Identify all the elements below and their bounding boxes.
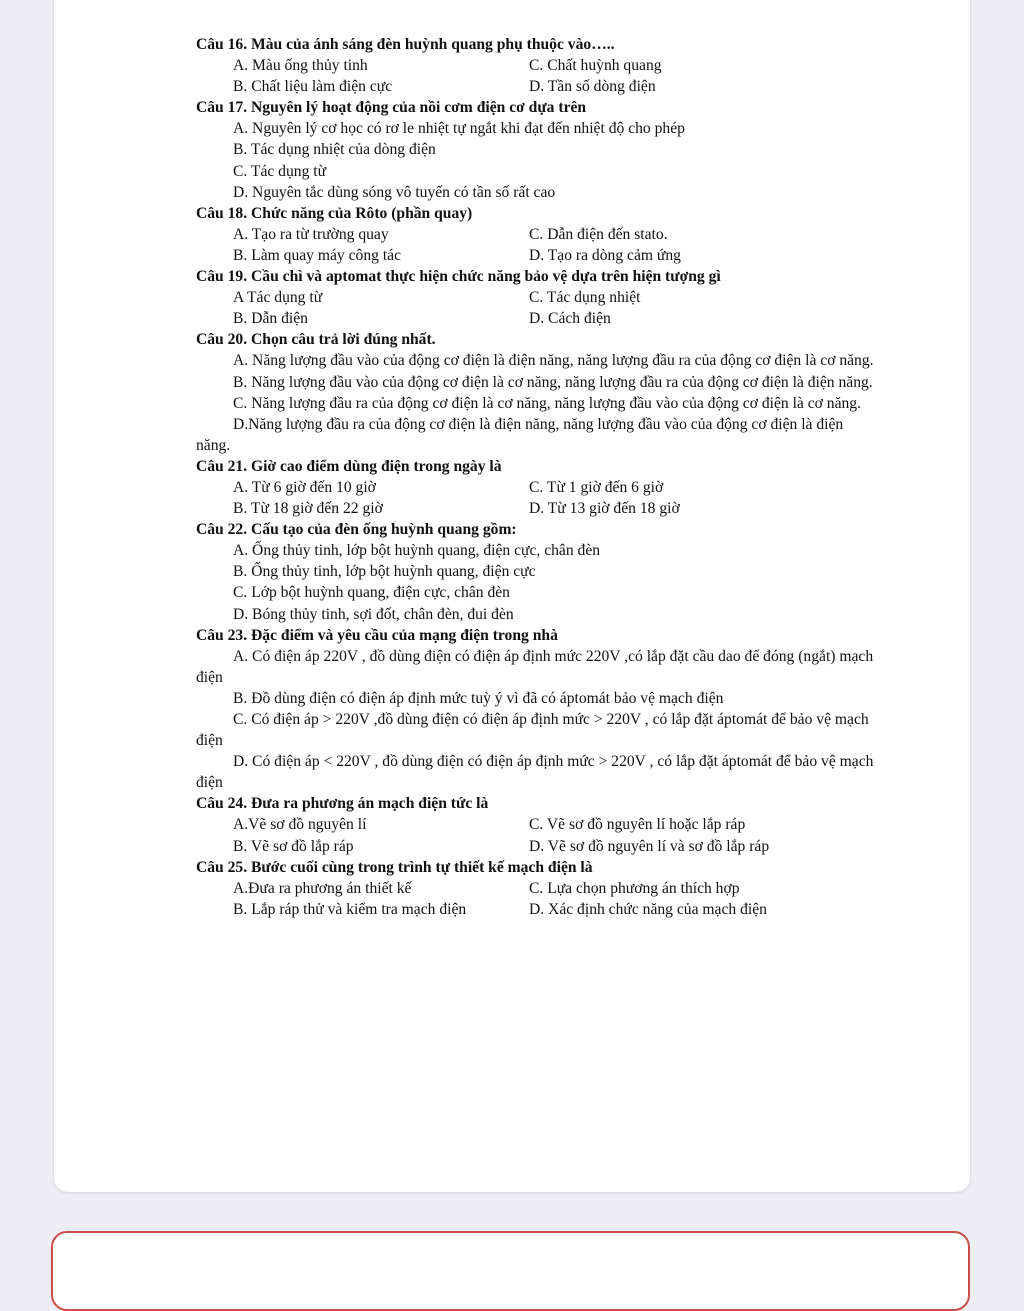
question-title: Câu 24. Đưa ra phương án mạch điện tức là [196,795,489,813]
option-a: A. Ống thủy tinh, lớp bột huỳnh quang, điện cực, chân đèn [233,542,601,560]
option-b: B. Dẫn điện [233,310,308,328]
option-a: A. Có điện áp 220V , đồ dùng điện có điện áp định mức 220V ,có lắp đặt cầu dao để đóng (ngắt) mạch điện [196,647,874,686]
question-title: Câu 25. Bước cuối cùng trong trình tự thiết kế mạch điện là [196,858,593,876]
question-title: Câu 21. Giờ cao điểm dùng điện trong ngày là [196,457,502,475]
option-c: C. Vẽ sơ đồ nguyên lí hoặc lắp ráp [529,816,746,834]
option-d: D. Tạo ra dòng cảm ứng [529,246,681,264]
option-d: D.Năng lượng đầu ra của động cơ điện là điện năng, năng lượng đầu vào của động cơ điện là điện năng. [196,415,844,454]
quiz-document [196,34,876,920]
option-c: C. Tác dụng nhiệt [529,289,641,307]
question-16 [196,34,876,97]
question-17 [196,97,876,202]
option-d: D. Bóng thủy tinh, sợi đốt, chân đèn, đui đèn [233,605,514,623]
option-c: C. Có điện áp > 220V ,đồ dùng điện có điện áp định mức > 220V , có lắp đặt áptomát để bảo vệ mạch điện [196,711,869,750]
question-title: Câu 20. Chọn câu trả lời đúng nhất. [196,331,436,349]
option-c: C. Dẫn điện đến stato. [529,225,668,243]
option-d: D. Từ 13 giờ đến 18 giờ [529,500,680,518]
next-card[interactable] [51,1231,970,1311]
option-d: D. Có điện áp < 220V , đồ dùng điện có điện áp định mức > 220V , có lắp đặt áptomát để bảo vệ mạch điện [196,753,874,792]
option-a: A.Đưa ra phương án thiết kế [233,879,412,897]
option-d: D. Nguyên tắc dùng sóng vô tuyến có tần số rất cao [233,183,556,201]
question-title: Câu 23. Đặc điểm và yêu cầu của mạng điện trong nhà [196,626,558,644]
option-b: B. Lắp ráp thử và kiểm tra mạch điện [233,900,467,918]
question-19 [196,266,876,329]
question-24 [196,793,876,856]
question-title: Câu 19. Cầu chì và aptomat thực hiện chức năng bảo vệ dựa trên hiện tượng gì [196,268,721,286]
option-a: A. Từ 6 giờ đến 10 giờ [233,478,376,496]
option-d: D. Tần số dòng điện [529,78,656,96]
option-b: B. Tác dụng nhiệt của dòng điện [233,141,436,159]
option-d: D. Cách điện [529,310,611,328]
option-c: C. Chất huỳnh quang [529,57,662,75]
question-22 [196,519,876,624]
option-b: B. Đồ dùng điện có điện áp định mức tuỳ ý vì đã có áptomát bảo vệ mạch điện [233,689,724,707]
option-b: B. Năng lượng đầu vào của động cơ điện là cơ năng, năng lượng đầu ra của động cơ điện là điện năng. [233,373,873,391]
question-20 [196,329,876,456]
option-a: A. Màu ống thủy tinh [233,57,368,75]
option-c: C. Từ 1 giờ đến 6 giờ [529,478,664,496]
option-d: D. Vẽ sơ đồ nguyên lí và sơ đồ lắp ráp [529,837,770,855]
question-title: Câu 17. Nguyên lý hoạt động của nồi cơm điện cơ dựa trên [196,99,587,117]
option-c: C. Lớp bột huỳnh quang, điện cực, chân đèn [233,584,510,602]
option-b: B. Từ 18 giờ đến 22 giờ [233,500,383,518]
option-a: A Tác dụng từ [233,289,323,307]
option-b: B. Vẽ sơ đồ lắp ráp [233,837,354,855]
question-18 [196,203,876,266]
option-c: C. Tác dụng từ [233,162,327,180]
option-b: B. Chất liệu làm điện cực [233,78,393,96]
option-a: A. Tạo ra từ trường quay [233,225,389,243]
option-b: B. Ống thủy tinh, lớp bột huỳnh quang, điện cực [233,563,536,581]
question-23 [196,625,876,794]
option-a: A. Nguyên lý cơ học có rơ le nhiệt tự ngắt khi đạt đến nhiệt độ cho phép [233,120,685,138]
question-21 [196,456,876,519]
option-d: D. Xác định chức năng của mạch điện [529,900,767,918]
option-b: B. Làm quay máy công tác [233,246,402,264]
question-title: Câu 22. Cấu tạo của đèn ống huỳnh quang gồm: [196,521,517,539]
question-25 [196,857,876,920]
option-a: A.Vẽ sơ đồ nguyên lí [233,816,367,834]
question-title: Câu 18. Chức năng của Rôto (phần quay) [196,204,473,222]
option-c: C. Năng lượng đầu ra của động cơ điện là cơ năng, năng lượng đầu vào của động cơ điện là cơ năng. [233,394,862,412]
question-title: Câu 16. Màu của ánh sáng đèn huỳnh quang phụ thuộc vào….. [196,36,615,53]
option-a: A. Năng lượng đầu vào của động cơ điện là điện năng, năng lượng đầu ra của động cơ điện là cơ năng. [233,352,874,370]
option-c: C. Lựa chọn phương án thích hợp [529,879,740,897]
